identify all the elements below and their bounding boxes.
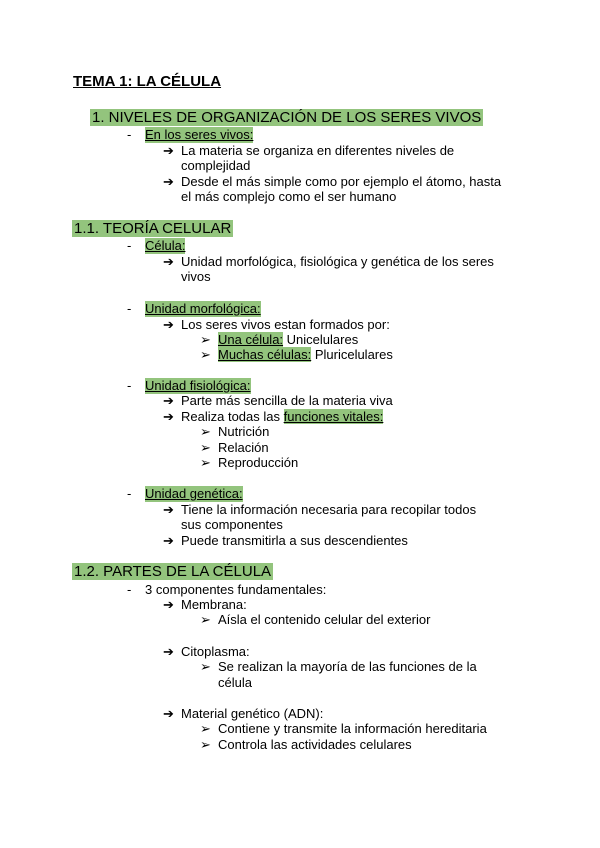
chevron-icon: ➢: [200, 455, 211, 470]
gen-bullet-1-cont: sus componentes: [181, 517, 283, 532]
arrow-icon: ➔: [163, 597, 174, 612]
fis-item-3: Reproducción: [218, 455, 299, 470]
chevron-icon: ➢: [200, 659, 211, 674]
fis-bullet-1: Parte más sencilla de la materia viva: [181, 393, 393, 408]
s1-bullet-2-cont: el más complejo como el ser humano: [181, 189, 397, 204]
fis-label: Unidad fisiológica:: [145, 378, 251, 393]
arrow-icon: ➔: [163, 393, 174, 408]
dash-bullet: -: [127, 378, 132, 393]
citoplasma-item-1: Se realizan la mayoría de las funciones de la: [218, 659, 477, 674]
chevron-icon: ➢: [200, 721, 211, 736]
morf-label: Unidad morfológica:: [145, 301, 261, 316]
chevron-icon: ➢: [200, 612, 211, 627]
arrow-icon: ➔: [163, 174, 174, 189]
parts-intro: 3 componentes fundamentales:: [145, 582, 327, 597]
chevron-icon: ➢: [200, 737, 211, 752]
morf-bullet-1: Los seres vivos estan formados por:: [181, 317, 390, 332]
chevron-icon: ➢: [200, 347, 211, 362]
dash-bullet: -: [127, 238, 132, 253]
dash-bullet: -: [127, 582, 132, 597]
chevron-icon: ➢: [200, 440, 211, 455]
section-1-2-heading: 1.2. PARTES DE LA CÉLULA: [74, 563, 272, 580]
s1-bullet-1: La materia se organiza en diferentes niveles de: [181, 143, 455, 158]
arrow-icon: ➔: [163, 143, 174, 158]
page-title: TEMA 1: LA CÉLULA: [73, 73, 222, 90]
gen-bullet-1: Tiene la información necesaria para recopilar todos: [181, 502, 477, 517]
arrow-icon: ➔: [163, 706, 174, 721]
arrow-icon: ➔: [163, 254, 174, 269]
section-1-heading: 1. NIVELES DE ORGANIZACIÓN DE LOS SERES VIVOS: [92, 109, 482, 126]
chevron-icon: ➢: [200, 332, 211, 347]
celula-label: Célula:: [145, 238, 186, 253]
morf-item-1-highlight: Una célula:: [218, 332, 284, 347]
arrow-icon: ➔: [163, 317, 174, 332]
dash-bullet: -: [127, 127, 132, 142]
membrana-label: Membrana:: [181, 597, 247, 612]
fis-item-1: Nutrición: [218, 424, 270, 439]
gen-bullet-2: Puede transmitirla a sus descendientes: [181, 533, 408, 548]
arrow-icon: ➔: [163, 502, 174, 517]
dash-bullet: -: [127, 486, 132, 501]
celula-bullet-1-cont: vivos: [181, 269, 211, 284]
adn-item-1: Contiene y transmite la información hereditaria: [218, 721, 487, 736]
arrow-icon: ➔: [163, 644, 174, 659]
s1-bullet-2: Desde el más simple como por ejemplo el átomo, hasta: [181, 174, 502, 189]
fis-bullet-2: [181, 409, 383, 425]
citoplasma-label: Citoplasma:: [181, 644, 250, 659]
celula-bullet-1: Unidad morfológica, fisiológica y genética de los seres: [181, 254, 494, 269]
section-1-1-heading: 1.1. TEORÍA CELULAR: [74, 220, 232, 237]
gen-label: Unidad genética:: [145, 486, 243, 501]
morf-item-1: [218, 332, 358, 348]
morf-item-2-highlight: Muchas células:: [218, 347, 312, 362]
dash-bullet: -: [127, 301, 132, 316]
fis-bullet-2-highlight: funciones vitales:: [283, 409, 384, 424]
fis-item-2: Relación: [218, 440, 269, 455]
s1-bullet-1-cont: complejidad: [181, 158, 251, 173]
section-1-sub: En los seres vivos:: [145, 127, 254, 142]
morf-item-1-rest: Unicelulares: [283, 332, 359, 347]
adn-label: Material genético (ADN):: [181, 706, 324, 721]
citoplasma-item-1-cont: célula: [218, 675, 252, 690]
fis-bullet-2-pre: Realiza todas las: [181, 409, 284, 424]
adn-item-2: Controla las actividades celulares: [218, 737, 412, 752]
arrow-icon: ➔: [163, 533, 174, 548]
morf-item-2-rest: Pluricelulares: [311, 347, 393, 362]
chevron-icon: ➢: [200, 424, 211, 439]
membrana-item-1: Aísla el contenido celular del exterior: [218, 612, 431, 627]
arrow-icon: ➔: [163, 409, 174, 424]
morf-item-2: [218, 347, 393, 363]
